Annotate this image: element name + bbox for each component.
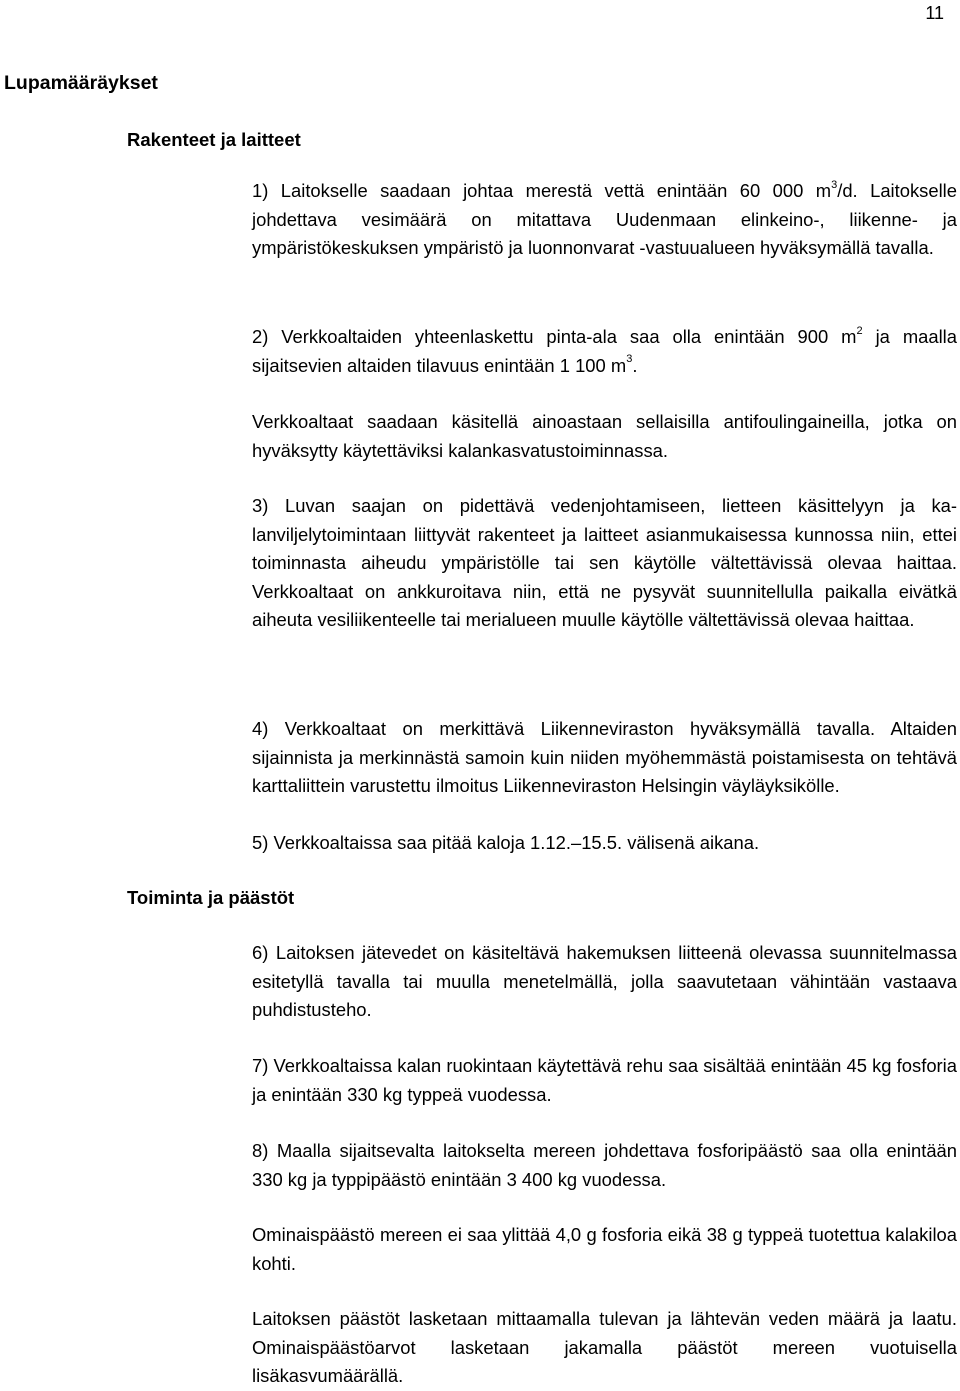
- paragraph-8b: Ominaispäästö mereen ei saa ylittää 4,0 g fosforia eikä 38 g typpeä tuotettua kalakiloa kohti.: [252, 1224, 957, 1274]
- subsection-title-operations: Toiminta ja päästöt: [127, 887, 295, 908]
- paragraph-6: 6) Laitoksen jätevedet on käsiteltävä hakemuksen liitteenä olevassa suunnitelmassa esitetyllä tavalla tai muulla menetelmällä, jolla saavutetaan vähintään vastaava puhdistusteho.: [252, 942, 957, 1021]
- paragraph-3: 3) Luvan saajan on pidettävä vedenjohtamiseen, lietteen käsittelyyn ja kalanviljelytoimintaan liittyvät rakenteet ja laitteet asianmukaisessa kunnossa niin, ettei toiminnasta aiheudu ympäristölle tai sen käytölle vältettävissä olevaa haittaa. Verkkoaltaat on ankkuroitava niin, että ne pysyvät suunnitellulla paikalla eivätkä aiheuta vesiliikenteelle tai merialueen muulle käytölle vältettävissä olevaa haittaa.: [252, 495, 957, 631]
- paragraph-1: [252, 177, 957, 263]
- paragraph-8: 8) Maalla sijaitsevalta laitokselta mereen johdettava fosforipäästö saa olla enintään 330 kg ja typpipäästö enintään 3 400 kg vuodessa.: [252, 1140, 957, 1190]
- paragraph-2b: Verkkoaltaat saadaan käsitellä ainoastaan sellaisilla antifoulingaineilla, jotka on hyväksytty käytettäviksi kalankasvatustoiminnassa.: [252, 411, 957, 461]
- paragraph-7: 7) Verkkoaltaissa kalan ruokintaan käytettävä rehu saa sisältää enintään 45 kg fosforia ja enintään 330 kg typpeä vuodessa.: [252, 1055, 957, 1105]
- paragraph-1-text-a: 1) Laitokselle saadaan johtaa merestä vettä enintään 60 000 m: [252, 180, 832, 201]
- paragraph-5: 5) Verkkoaltaissa saa pitää kaloja 1.12.–15.5. välisenä aikana.: [252, 832, 760, 853]
- page-number: 11: [925, 3, 944, 23]
- paragraph-1-superscript: 3: [831, 178, 838, 191]
- paragraph-2-text-b: ja maalla sijaitsevien altaiden tilavuus enintään 1 100 m: [252, 326, 957, 376]
- paragraph-2-text-c: .: [632, 354, 638, 376]
- paragraph-2: [252, 323, 957, 380]
- paragraph-2-superscript-1: 2: [856, 324, 863, 337]
- paragraph-8c: Laitoksen päästöt lasketaan mittaamalla tulevan ja lähtevän veden määrä ja laatu. Ominaispäästöarvot lasketaan jakamalla päästöt mereen vuotuisella lisäkasvumäärällä.: [252, 1308, 957, 1387]
- paragraph-2-text-a: 2) Verkkoaltaiden yhteenlaskettu pinta-ala saa olla enintään 900 m: [252, 326, 857, 347]
- paragraph-4: 4) Verkkoaltaat on merkittävä Liikenneviraston hyväksymällä tavalla. Altaiden sijainnista ja merkinnästä samoin kuin niiden myöhemmästä poistamisesta on tehtävä karttaliittein varustettu ilmoitus Liikenneviraston Helsingin väyläyksikölle.: [252, 718, 957, 797]
- paragraph-2-superscript-2: 3: [626, 353, 633, 366]
- section-title: Lupamääräykset: [4, 72, 158, 94]
- paragraph-1-text-b: /d. Laitokselle johdettava vesimäärä on mitattava Uudenmaan elinkeino-, liikenne- ja ympäristökeskuksen ympäristö ja luonnonvarat -vastuualueen hyväksymällä tavalla.: [252, 180, 957, 259]
- subsection-title-structures: Rakenteet ja laitteet: [127, 129, 301, 150]
